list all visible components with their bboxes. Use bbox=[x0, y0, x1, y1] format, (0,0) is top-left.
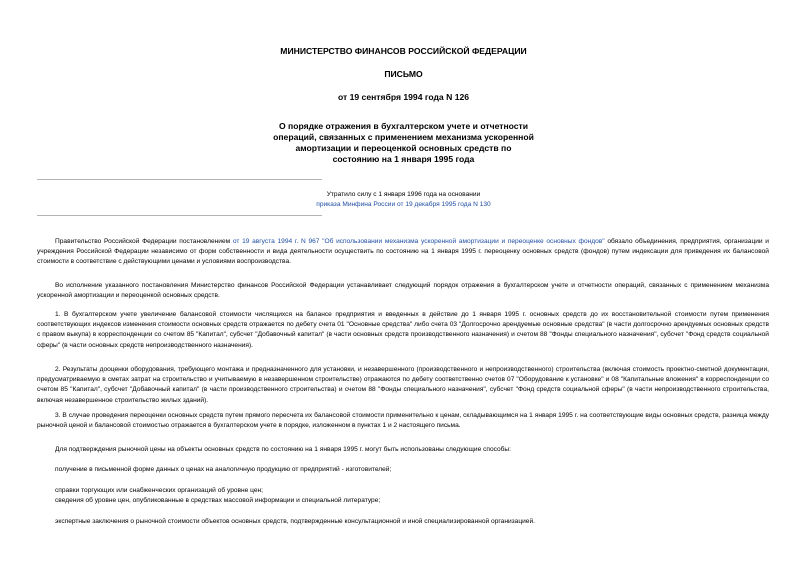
paragraph-5: 3. В случае проведения переоценки основных средств путем прямого пересчета их балансовой стоимости применительно к ценам, складывающимся на 1 января 1995 г. на соответствующие виды основных средств, разница между рыночной ценой и балансовой стоимостью отражается в бухгалтерском учете в порядке, изложенном в пунктах 1 и 2 настоящего письма. bbox=[37, 412, 769, 430]
paragraph-2: Во исполнение указанного постановления Министерство финансов Российской Федерации устанавливает следующий порядок отражения в бухгалтерском учете и отчетности операций, связанных с применением механизма ускоренной амортизации и переоценкой основных средств. bbox=[37, 282, 769, 300]
document-title bbox=[0, 121, 807, 165]
status-note-link[interactable]: приказа Минфина России от 19 декабря 1995 года N 130 bbox=[316, 201, 491, 208]
paragraph-4: 2. Результаты дооценки оборудования, требующего монтажа и предназначенного для установки, и незавершенного (производственного и непроизводственного) строительства (включая стоимость проектно-сметной документации, предусматриваемую в сметах затрат на строительство и учитываемую в незавершенном строительстве) отражаются по дебету соответственно счетов 07 "Оборудование к установке" и 08 "Капитальные вложения" в корреспонденции со счетом 85 "Капитал", субсчет "Добавочный капитал" (в части производственного строительства) и счетом 88 "Фонды специального назначения", субсчет "Фонд средств социальной сферы" (в части непроизводственного строительства, включая незавершенное строительство жилых зданий). bbox=[37, 366, 769, 404]
list-item: сведения об уровне цен, опубликованные в средствах массовой информации и специальной литературе; bbox=[55, 497, 381, 504]
ministry-heading: МИНИСТЕРСТВО ФИНАНСОВ РОССИЙСКОЙ ФЕДЕРАЦИИ bbox=[280, 46, 527, 56]
title-line: амортизации и переоценкой основных средств по bbox=[295, 143, 512, 153]
list-item: экспертные заключения о рыночной стоимости объектов основных средств, подтвержденные консультационной и иной специализированной организацией. bbox=[55, 518, 535, 525]
list-item: получение в письменной форме данных о ценах на аналогичную продукцию от предприятий - изготовителей; bbox=[55, 466, 392, 473]
decree-link[interactable]: от 19 августа 1994 г. N 967 "Об использовании механизма ускоренной амортизации и переоценке основных фондов" bbox=[232, 238, 605, 245]
bottom-divider bbox=[37, 215, 322, 216]
paragraph-6: Для подтверждения рыночной цены на объекты основных средств по состоянию на 1 января 1995 г. могут быть использованы следующие способы: bbox=[55, 446, 511, 453]
document-date-number: от 19 сентября 1994 года N 126 bbox=[337, 92, 470, 102]
paragraph-1-end: обязало объединения, предприятия, организации и учреждения Российской Федерации независимо от форм собственности и вида деятельности осуществить по состоянию на 1 января 1995 г. переоценку основных средств (фондов) путем индексации для приведения их балансовой стоимости в соответствие с действующими ценами и условиями воспроизводства. bbox=[37, 238, 769, 266]
title-line: операций, связанных с применением механизма ускоренной bbox=[273, 132, 534, 142]
list-item: справки торгующих или снабженческих организаций об уровне цен; bbox=[55, 487, 264, 494]
paragraph-1 bbox=[37, 237, 769, 268]
paragraph-1-start: Правительство Российской Федерации постановлением bbox=[55, 238, 233, 245]
title-line: О порядке отражения в бухгалтерском учете и отчетности bbox=[278, 121, 529, 131]
paragraph-3: 1. В бухгалтерском учете увеличение балансовой стоимости числящихся на балансе предприятия и введенных в действие до 1 января 1995 г. основных средств до их восстановительной стоимости путем применения соответствующих индексов изменения стоимости основных средств отражается по дебету счета 01 "Основные средства" либо счета 03 "Долгосрочно арендуемые основные средства" (в части долгосрочно арендуемых основных средств с правом выкупа) в корреспонденции со счетом 85 "Капитал", субсчет "Добавочный капитал" (в части основных средств производственного назначения) и счетом 88 "Фонды специального назначения", субсчет "Фонд средств социальной сферы" (в части основных средств непроизводственного назначения). bbox=[37, 311, 769, 349]
status-note-text: Утратило силу с 1 января 1996 года на основании bbox=[326, 191, 481, 198]
title-line: состоянию на 1 января 1995 года bbox=[332, 154, 475, 164]
top-divider bbox=[37, 179, 322, 180]
document-type-heading: ПИСЬМО bbox=[384, 69, 423, 79]
